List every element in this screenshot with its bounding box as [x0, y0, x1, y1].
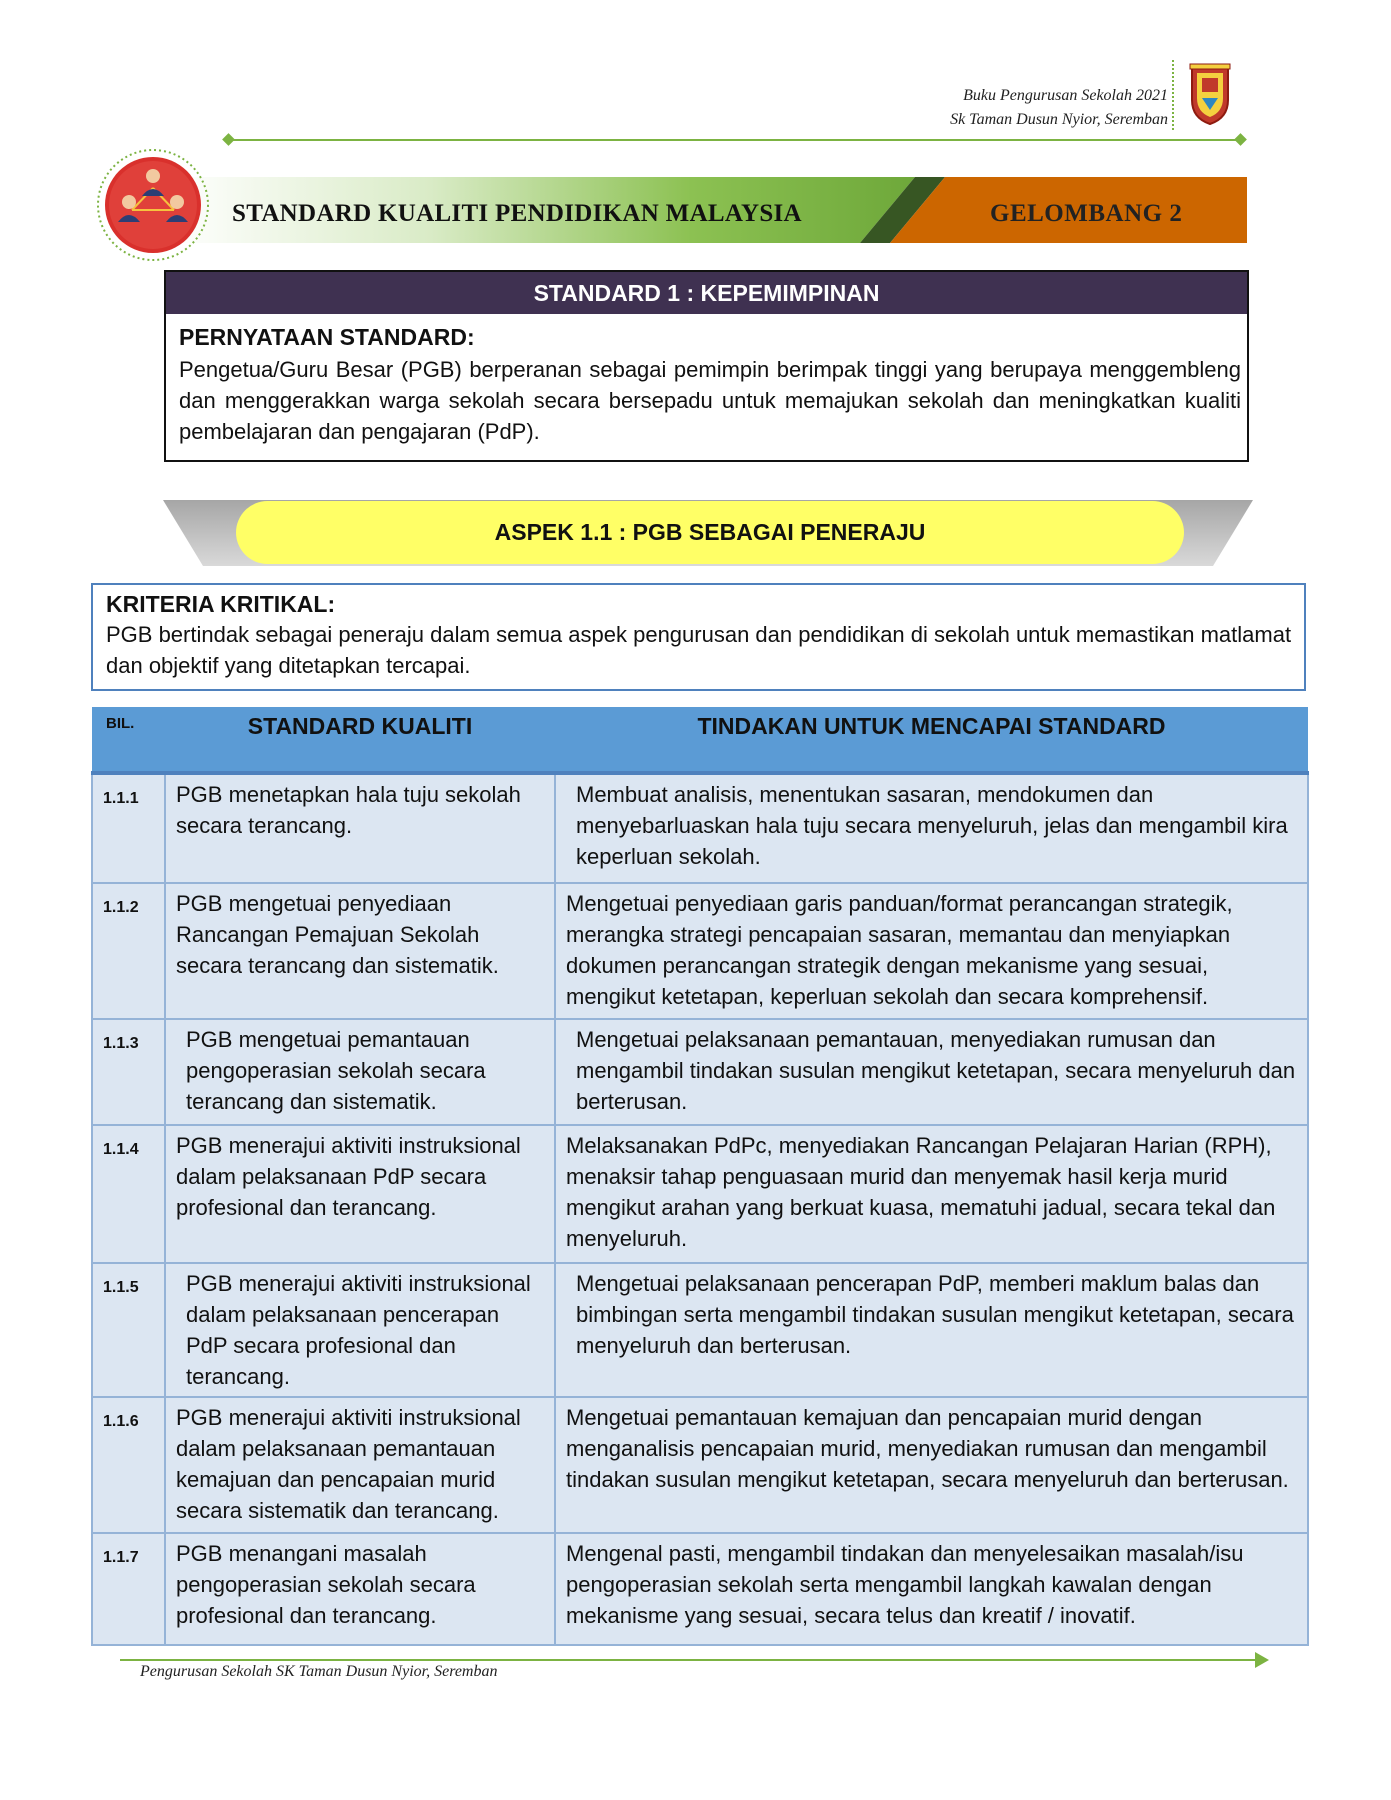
table-row	[92, 883, 1308, 1019]
row-number: 1.1.2	[92, 883, 165, 1019]
row-number: 1.1.1	[92, 773, 165, 883]
row-standard: PGB menerajui aktiviti instruksional dalam pelaksanaan PdP secara profesional dan terancang.	[165, 1125, 555, 1263]
column-header-bil: BIL.	[92, 707, 165, 773]
standard-heading: STANDARD 1 : KEPEMIMPINAN	[166, 272, 1247, 314]
footer-text: Pengurusan Sekolah SK Taman Dusun Nyior, Seremban	[140, 1663, 498, 1680]
row-standard: PGB menetapkan hala tuju sekolah secara terancang.	[165, 773, 555, 883]
header-rule-left-cap	[222, 133, 235, 146]
school-crest-icon	[1188, 62, 1232, 126]
kriteria-label: KRITERIA KRITIKAL:	[106, 591, 336, 617]
row-number: 1.1.7	[92, 1533, 165, 1645]
table-row	[92, 1019, 1308, 1125]
footer-arrow-icon	[1255, 1652, 1269, 1668]
header-divider	[1172, 60, 1174, 130]
row-standard: PGB menerajui aktiviti instruksional dalam pelaksanaan pemantauan kemajuan dan pencapaian murid secara sistematik dan terancang.	[165, 1397, 555, 1533]
row-number: 1.1.6	[92, 1397, 165, 1533]
standards-table	[91, 707, 1309, 1646]
kriteria-box	[91, 583, 1306, 691]
standard-statement-box	[164, 270, 1249, 462]
row-tindakan: Mengetuai pelaksanaan pemantauan, menyediakan rumusan dan mengambil tindakan susulan mengikut ketetapan, secara menyeluruh dan berterusan.	[555, 1019, 1308, 1125]
table-header-row	[92, 707, 1308, 773]
standard-text: Pengetua/Guru Besar (PGB) berperanan sebagai pemimpin berimpak tinggi yang berupaya menggembleng dan menggerakkan warga sekolah secara bersepadu untuk memajukan sekolah dan meningkatkan kualiti pembelajaran dan pengajaran (PdP).	[179, 357, 1241, 444]
row-tindakan: Mengetuai pemantauan kemajuan dan pencapaian murid dengan menganalisis pencapaian murid, menyediakan rumusan dan mengambil tindakan susulan mengikut ketetapan, secara menyeluruh dan berterusan.	[555, 1397, 1308, 1533]
kriteria-text: PGB bertindak sebagai peneraju dalam semua aspek pengurusan dan pendidikan di sekolah untuk memastikan matlamat dan objektif yang ditetapkan tercapai.	[106, 622, 1292, 678]
standard-label: PERNYATAAN STANDARD:	[179, 324, 475, 350]
row-standard: PGB menerajui aktiviti instruksional dalam pelaksanaan pencerapan PdP secara profesional dan terancang.	[165, 1263, 555, 1397]
header-line-2: Sk Taman Dusun Nyior, Seremban	[950, 111, 1168, 128]
table-row	[92, 773, 1308, 883]
header-rule-right-cap	[1234, 133, 1247, 146]
document-header	[950, 84, 1168, 132]
header-line-1: Buku Pengurusan Sekolah 2021	[963, 87, 1168, 104]
team-network-icon	[96, 148, 210, 262]
header-rule	[228, 139, 1240, 141]
table-row	[92, 1125, 1308, 1263]
banner-title: STANDARD KUALITI PENDIDIKAN MALAYSIA	[232, 200, 802, 227]
table-row	[92, 1397, 1308, 1533]
row-number: 1.1.3	[92, 1019, 165, 1125]
row-number: 1.1.4	[92, 1125, 165, 1263]
table-row	[92, 1533, 1308, 1645]
column-header-tindakan: TINDAKAN UNTUK MENCAPAI STANDARD	[555, 707, 1308, 773]
banner-wave-label: GELOMBANG 2	[990, 200, 1183, 227]
row-number: 1.1.5	[92, 1263, 165, 1397]
row-standard: PGB menangani masalah pengoperasian sekolah secara profesional dan terancang.	[165, 1533, 555, 1645]
row-tindakan: Membuat analisis, menentukan sasaran, mendokumen dan menyebarluaskan hala tuju secara menyeluruh, jelas dan mengambil kira keperluan sekolah.	[555, 773, 1308, 883]
row-tindakan: Mengetuai penyediaan garis panduan/format perancangan strategik, merangka strategi pencapaian sasaran, memantau dan menyiapkan dokumen perancangan strategik dengan mekanisme yang sesuai, mengikut ketetapan, keperluan sekolah dan secara komprehensif.	[555, 883, 1308, 1019]
footer-rule	[120, 1659, 1267, 1661]
row-tindakan: Mengenal pasti, mengambil tindakan dan menyelesaikan masalah/isu pengoperasian sekolah serta mengambil langkah kawalan dengan mekanisme yang sesuai, secara telus dan kreatif / inovatif.	[555, 1533, 1308, 1645]
row-standard: PGB mengetuai pemantauan pengoperasian sekolah secara terancang dan sistematik.	[165, 1019, 555, 1125]
column-header-standard: STANDARD KUALITI	[165, 707, 555, 773]
aspek-title: ASPEK 1.1 : PGB SEBAGAI PENERAJU	[494, 519, 926, 545]
row-tindakan: Melaksanakan PdPc, menyediakan Rancangan Pelajaran Harian (RPH), menaksir tahap penguasaan murid dan menyemak hasil kerja murid mengikut arahan yang berkuat kuasa, mematuhi jadual, secara tekal dan menyeluruh.	[555, 1125, 1308, 1263]
row-tindakan: Mengetuai pelaksanaan pencerapan PdP, memberi maklum balas dan bimbingan serta mengambil tindakan susulan mengikut ketetapan, secara menyeluruh dan berterusan.	[555, 1263, 1308, 1397]
row-standard: PGB mengetuai penyediaan Rancangan Pemajuan Sekolah secara terancang dan sistematik.	[165, 883, 555, 1019]
table-row	[92, 1263, 1308, 1397]
